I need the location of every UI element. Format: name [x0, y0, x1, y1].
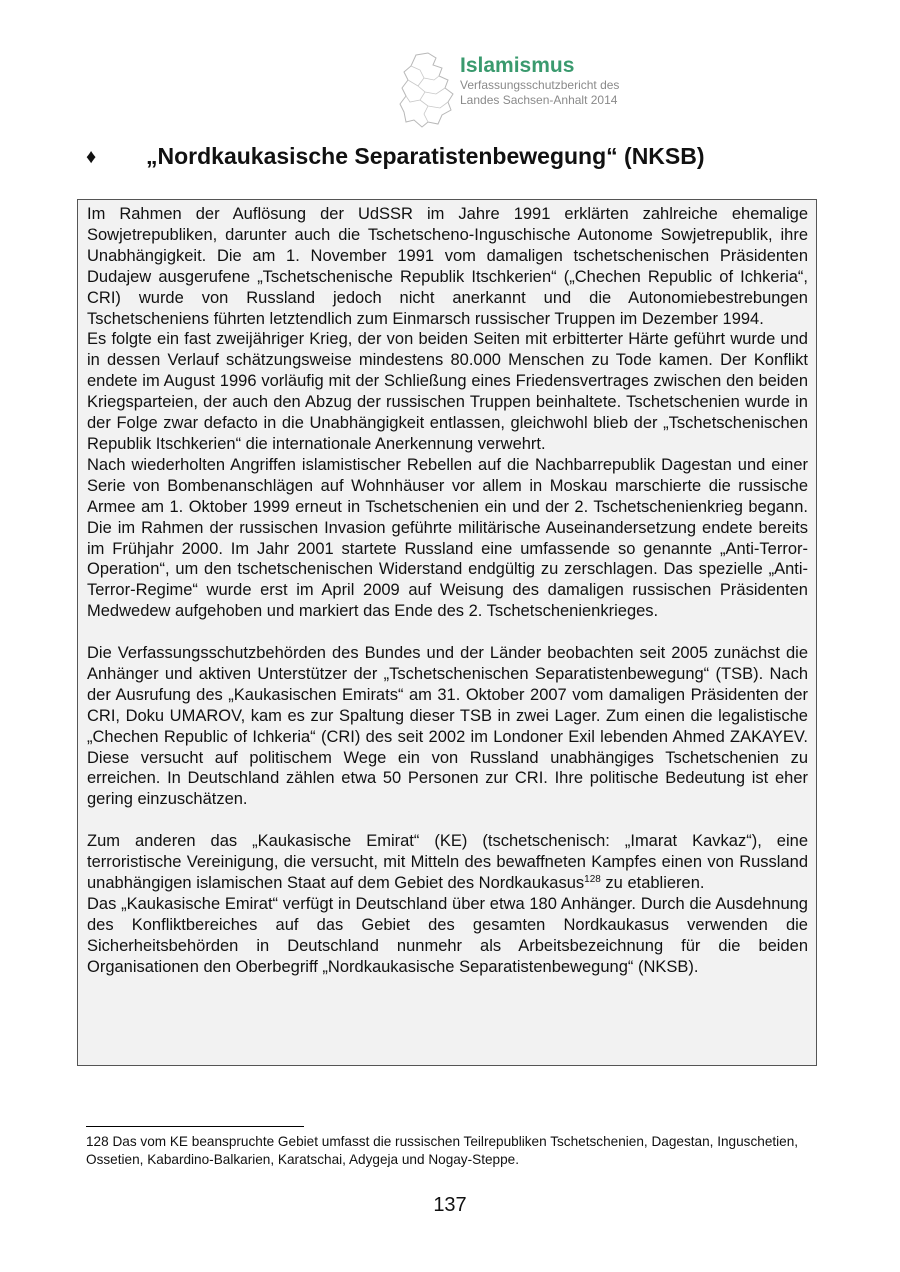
footnote-divider — [86, 1126, 304, 1127]
diamond-bullet-icon: ♦ — [86, 146, 97, 168]
header-title: Islamismus — [460, 54, 575, 77]
box-paragraph: Es folgte ein fast zweijähriger Krieg, der von beiden Seiten mit erbitterter Härte geführt wurde und in dessen Verlauf schätzungsweise mindestens 80.000 Menschen zu Tode kamen. Der Konflikt endete im August 1996 vorläufig mit der Schließung eines Friedensvertrages zwischen den beiden Kriegsparteien, der auch den Abzug der russischen Truppen beinhaltete. Tschetschenien wurde in der Folge zwar defacto in die Unabhängigkeit entlassen, gleichwohl blieb der „Tschetschenischen Republik Itschkerien“ die internationale Anerkennung verwehrt. — [87, 330, 808, 453]
section-title: „Nordkaukasische Separatistenbewegung“ (NKSB) — [146, 143, 705, 169]
box-paragraph-text: Zum anderen das „Kaukasische Emirat“ (KE) (tschetschenisch: „Imarat Kavkaz“), eine terroristische Vereinigung, die versucht, mit Mitteln des bewaffneten Kampfes einen von Russland unabhängigen islamischen Staat auf dem Gebiet des Nordkaukasus — [87, 832, 808, 892]
box-paragraph: Das „Kaukasische Emirat“ verfügt in Deutschland über etwa 180 Anhänger. Durch die Ausdehnung des Konfliktbereiches auf das Gebiet des gesamten Nordkaukasus verwenden die Sicherheitsbehörden in Deutschland nunmehr als Arbeitsbezeichnung für die beiden Organisationen den Oberbegriff „Nordkaukasische Separatistenbewegung“ (NKSB). — [87, 894, 808, 976]
footnote: 128 Das vom KE beanspruchte Gebiet umfasst die russischen Teilrepubliken Tschetschenien, Dagestan, Inguschetien, Ossetien, Kabardino-Balkarien, Karatschai, Adygeja und Nogay-Steppe. — [86, 1134, 799, 1167]
header-subtitle-line2: Landes Sachsen-Anhalt 2014 — [460, 93, 618, 107]
report-header — [460, 54, 619, 108]
box-paragraph-with-footnote — [87, 831, 808, 894]
box-paragraph: Nach wiederholten Angriffen islamistischer Rebellen auf die Nachbarrepublik Dagestan und einer Serie von Bombenanschlägen auf Wohnhäuser vor allem in Moskau marschierte die russische Armee am 1. Oktober 1999 erneut in Tschetschenien ein und der 2. Tschetschenienkrieg begann. Die im Rahmen der russischen Invasion geführte militärische Auseinandersetzung endete bereits im Frühjahr 2000. Im Jahr 2001 startete Russland eine umfassende so genannte „Anti-Terror-Operation“, um den tschetschenischen Widerstand endgültig zu zerschlagen. Das spezielle „Anti-Terror-Regime“ wurde erst im April 2009 auf Weisung des damaligen russischen Präsidenten Medwedew aufgehoben und markiert das Ende des 2. Tschetschenienkrieges. — [87, 455, 808, 621]
footnote-reference[interactable]: 128 — [584, 873, 601, 885]
box-paragraph: Die Verfassungsschutzbehörden des Bundes und der Länder beobachten seit 2005 zunächst die Anhänger und aktiven Unterstützer der „Tschetschenischen Separatistenbewegung“ (TSB). Nach der Ausrufung des „Kaukasischen Emirats“ am 31. Oktober 2007 vom damaligen Präsidenten der CRI, Doku UMAROV, kam es zur Spaltung dieser TSB in zwei Lager. Zum einen die legalistische „Chechen Republic of Ichkeria“ (CRI) des seit 2002 im Londoner Exil lebenden Ahmed ZAKAYEV. Diese versucht auf politischem Wege ein von Russland unabhängiges Tschetschenien zu erreichen. In Deutschland zählen etwa 50 Personen zur CRI. Ihre politische Bedeutung ist eher gering einzuschätzen. — [87, 644, 808, 809]
box-paragraph: Im Rahmen der Auflösung der UdSSR im Jahre 1991 erklärten zahlreiche ehemalige Sowjetrepubliken, darunter auch die Tschetscheno-Inguschische Autonome Sowjetrepublik, ihre Unabhängigkeit. Die am 1. November 1991 vom damaligen tschetschenischen Präsidenten Dudajew ausgerufene „Tschetschenische Republik Itschkerien“ („Chechen Republic of Ichkeria“, CRI) wurde von Russland jedoch nicht anerkannt und die Autonomiebestrebungen Tschetscheniens führten letztendlich zum Einmarsch russischer Truppen im Dezember 1994. — [87, 205, 808, 328]
saxony-anhalt-map-icon — [398, 52, 456, 128]
info-box — [77, 199, 817, 1066]
page-number: 137 — [433, 1194, 467, 1216]
box-paragraph-text-end: zu etablieren. — [600, 873, 705, 892]
section-heading — [86, 142, 846, 172]
header-subtitle-line1: Verfassungsschutzbericht des — [460, 78, 620, 92]
